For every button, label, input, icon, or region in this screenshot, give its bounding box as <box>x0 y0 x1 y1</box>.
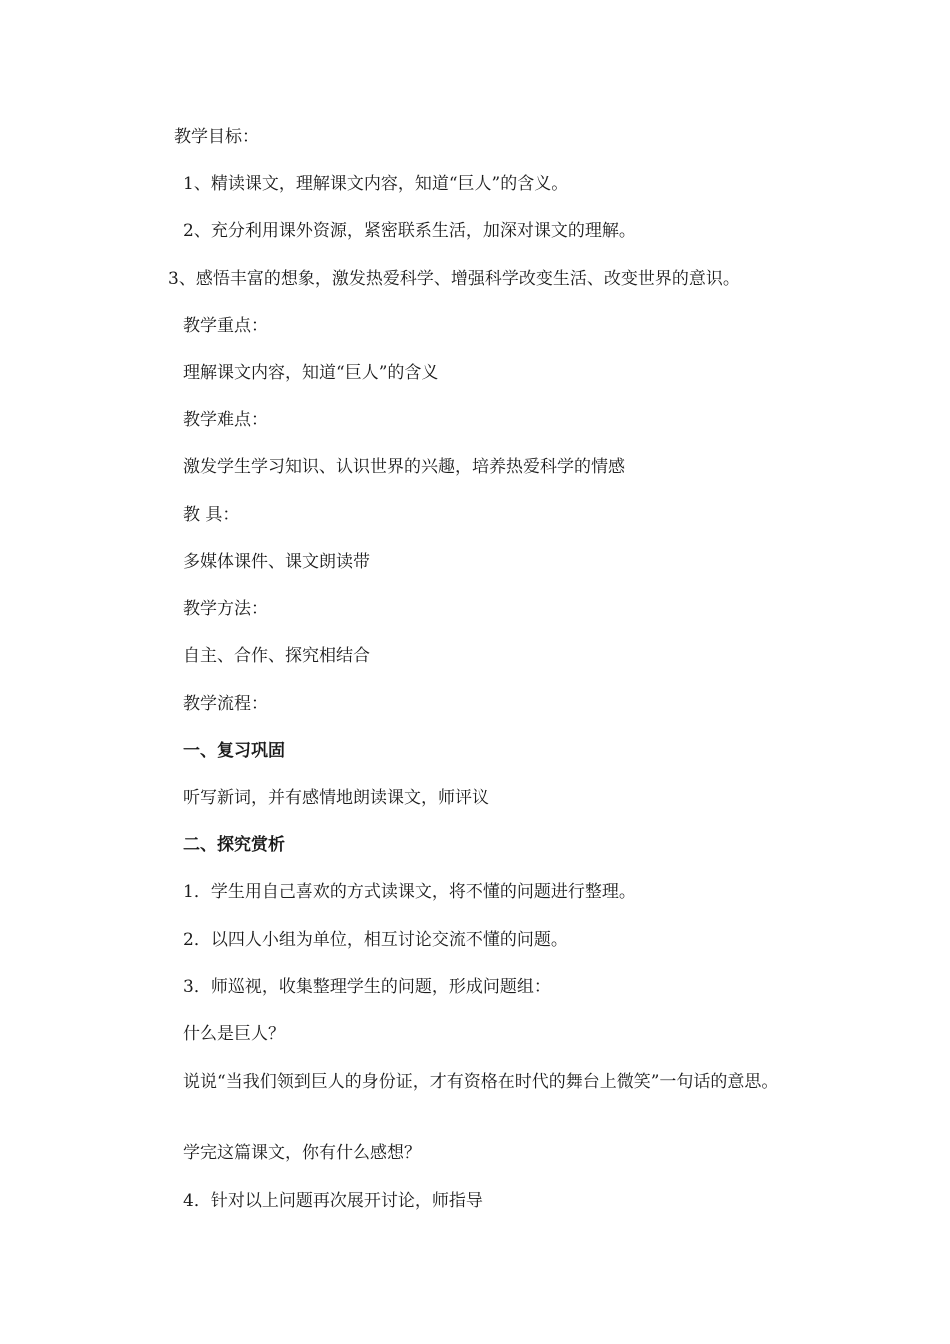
key-points-text: 理解课文内容，知道“巨人”的含义 <box>183 363 439 383</box>
objective-item-2: 2、充分利用课外资源，紧密联系生活，加深对课文的理解。 <box>183 221 636 241</box>
objectives-heading: 教学目标： <box>174 127 259 147</box>
question-item-1: 什么是巨人？ <box>183 1024 285 1044</box>
section2-title: 二、探究赏析 <box>183 835 285 855</box>
step-item-3: 3．师巡视，收集整理学生的问题，形成问题组： <box>183 977 551 997</box>
tools-text: 多媒体课件、课文朗读带 <box>183 552 370 572</box>
key-points-heading: 教学重点： <box>183 316 268 336</box>
step-item-2: 2．以四人小组为单位，相互讨论交流不懂的问题。 <box>183 930 568 950</box>
difficulties-heading: 教学难点： <box>183 410 268 430</box>
section1-title: 一、复习巩固 <box>183 741 285 761</box>
step-item-4: 4．针对以上问题再次展开讨论，师指导 <box>183 1191 483 1211</box>
objective-item-1: 1、精读课文，理解课文内容，知道“巨人”的含义。 <box>183 174 569 194</box>
methods-heading: 教学方法： <box>183 599 268 619</box>
tools-heading: 教 具： <box>183 505 240 525</box>
objective-item-3: 3、感悟丰富的想象，激发热爱科学、增强科学改变生活、改变世界的意识。 <box>168 269 740 289</box>
difficulties-text: 激发学生学习知识、认识世界的兴趣，培养热爱科学的情感 <box>183 457 625 477</box>
process-heading: 教学流程： <box>183 694 268 714</box>
question-item-2: 说说“当我们领到巨人的身份证，才有资格在时代的舞台上微笑”一句话的意思。 <box>183 1072 779 1092</box>
section1-text: 听写新词，并有感情地朗读课文，师评议 <box>183 788 489 808</box>
step-item-1: 1．学生用自己喜欢的方式读课文，将不懂的问题进行整理。 <box>183 882 636 902</box>
question-item-3: 学完这篇课文，你有什么感想？ <box>183 1143 421 1163</box>
methods-text: 自主、合作、探究相结合 <box>183 646 370 666</box>
